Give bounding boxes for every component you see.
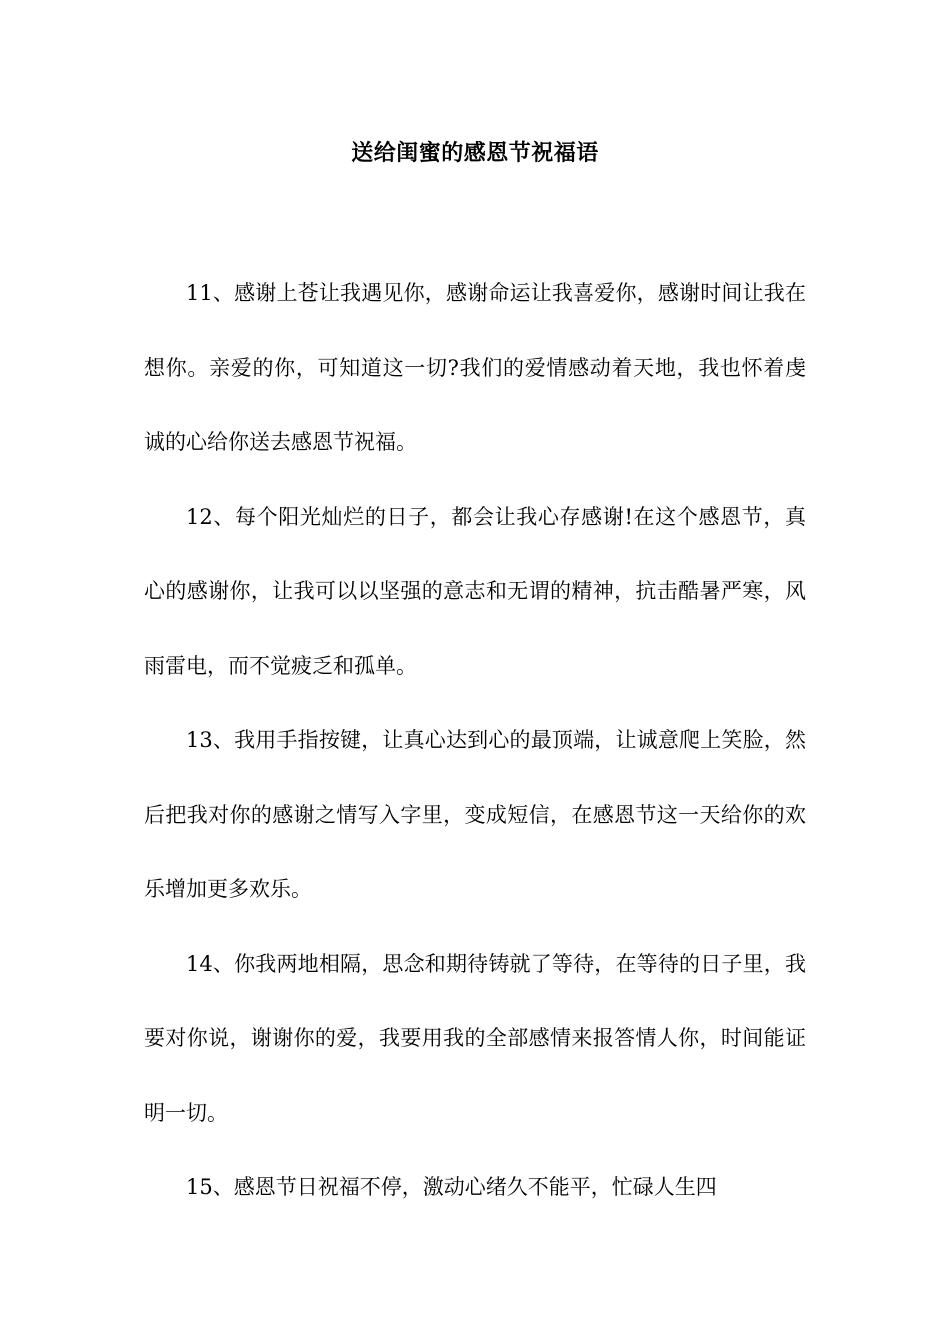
paragraph-14: 14、你我两地相隔，思念和期待铸就了等待，在等待的日子里，我要对你说，谢谢你的爱，我要用我的全部感情来报答情人你，时间能证明一切。 [144,951,806,1125]
paragraph-11: 11、感谢上苍让我遇见你，感谢命运让我喜爱你，感谢时间让我在想你。亲爱的你，可知道这一切?我们的爱情感动着天地，我也怀着虔诚的心给你送去感恩节祝福。 [144,281,806,454]
document-body [144,256,806,1225]
paragraph-12: 12、每个阳光灿烂的日子，都会让我心存感谢!在这个感恩节，真心的感谢你，让我可以以坚强的意志和无谓的精神，抗击酷暑严寒，风雨雷电，而不觉疲乏和孤单。 [144,504,806,678]
paragraph-15: 15、感恩节日祝福不停，激动心绪久不能平，忙碌人生四 [186,1175,717,1199]
paragraph-13: 13、我用手指按键，让真心达到心的最顶端，让诚意爬上笑脸，然后把我对你的感谢之情写入字里，变成短信，在感恩节这一天给你的欢乐增加更多欢乐。 [144,728,806,901]
document-title: 送给闺蜜的感恩节祝福语 [351,140,599,166]
